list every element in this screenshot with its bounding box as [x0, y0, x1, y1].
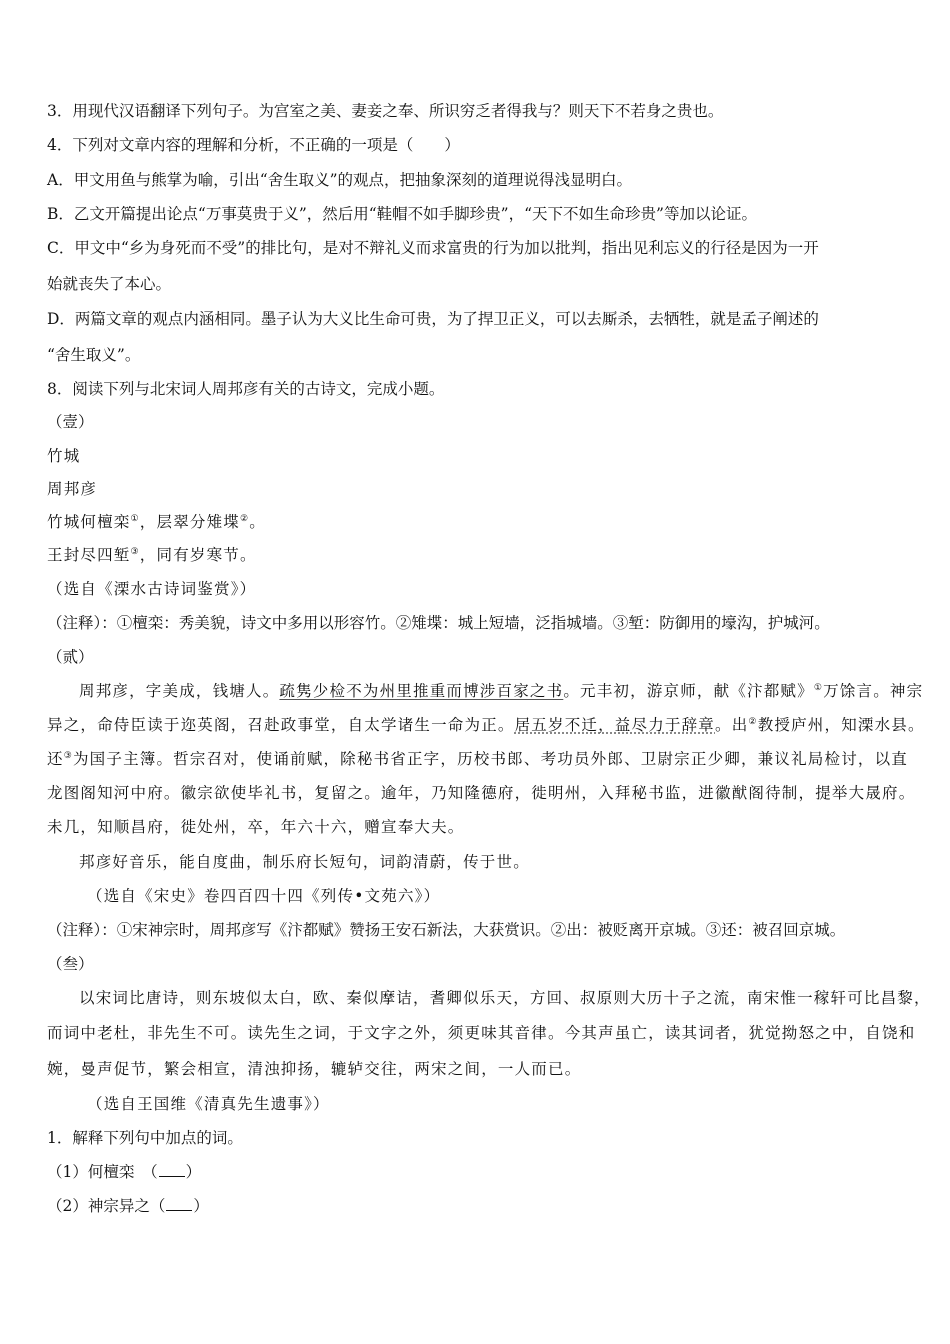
paren-close: ） — [193, 1197, 209, 1215]
option-c-line1: C．甲文中“乡为身死而不受”的排比句，是对不辩礼义而求富贵的行为加以批判，指出见利忘义的行径是因为一开 — [47, 239, 819, 257]
verse1-text-b: ，层翠分雉堞 — [139, 513, 240, 531]
verse1-text-a: 竹城何檀栾 — [47, 513, 131, 531]
critique-line-1: 以宋词比唐诗，则东坡似太白，欧、秦似摩诘，耆卿似乐天，方回、叔原则大历十子之流，南宋惟一稼轩可比昌黎， — [79, 989, 931, 1007]
bio-text: 还 — [47, 750, 64, 768]
poem-author: 周邦彦 — [47, 480, 98, 498]
footnote-marker-1: ① — [130, 514, 140, 524]
bio-text: 周邦彦，字美成，钱塘人。 — [79, 682, 280, 700]
critique-line-2: 而词中老杜，非先生不可。读先生之词，于文字之外，须更味其音律。今其声虽亡，读其词者，犹觉拗怒之中，自饶和 — [47, 1024, 916, 1042]
question-4: 4．下列对文章内容的理解和分析，不正确的一项是（ ） — [47, 136, 460, 154]
critique-line-3: 婉，曼声促节，繁会相宣，清浊抑扬，辘轳交往，两宋之间，一人而已。 — [47, 1060, 582, 1078]
bio-text: 教授庐州，知溧水县。 — [757, 716, 925, 734]
verse2-text-a: 王封尽四堑 — [47, 546, 131, 564]
footnote-marker-1: ① — [813, 683, 824, 693]
verse1-text-c: 。 — [249, 513, 266, 531]
sub-question-1: 1．解释下列句中加点的词。 — [47, 1129, 243, 1147]
poem-notes: （注释）：①檀栾：秀美貌，诗文中多用以形容竹。②雉堞：城上短墙，泛指城墙。③堑：防御用的壕沟，护城河。 — [47, 614, 830, 632]
footnote-marker-2: ② — [748, 717, 758, 727]
bio-source: （选自《宋史》卷四百四十四《列传•文苑六》） — [87, 887, 441, 905]
option-c-line2: 始就丧失了本心。 — [47, 275, 172, 293]
bio-line-5: 未几，知顺昌府，徙处州，卒，年六十六，赠宣奉大夫。 — [47, 818, 465, 836]
poem-title: 竹城 — [47, 447, 81, 465]
bio-text: 为国子主簿。哲宗召对，使诵前赋，除秘书省正字，历校书郎、考功员外郎、卫尉宗正少卿，兼议礼局检讨，以直 — [72, 750, 908, 768]
bio-line-3 — [47, 748, 908, 770]
sub-item-2 — [47, 1195, 209, 1217]
option-b: B．乙文开篇提出论点“万事莫贵于义”，然后用“鞋帽不如手脚珍贵”，“天下不如生命珍贵”等加以论证。 — [47, 205, 757, 223]
bio-line-2 — [47, 714, 925, 736]
question-8-intro: 8．阅读下列与北宋词人周邦彦有关的古诗文，完成小题。 — [47, 380, 445, 398]
underlined-sentence-2: 居五岁不迁，益尽力于辞章 — [514, 716, 716, 734]
part2-label: （贰） — [47, 648, 94, 666]
bio-line-4: 龙图阁知河中府。徽宗欲使毕礼书，复留之。逾年，乃知隆德府，徙明州，入拜秘书监，进徽猷阁待制，提举大晟府。 — [47, 784, 916, 802]
bio-text: 。出 — [715, 716, 749, 734]
sub-item-1-label: （1）何檀栾 （ — [47, 1163, 158, 1181]
option-d-line1: D．两篇文章的观点内涵相同。墨子认为大义比生命可贵，为了捍卫正义，可以去厮杀，去牺牲，就是孟子阐述的 — [47, 310, 819, 328]
answer-blank-2[interactable] — [166, 1196, 192, 1211]
option-a: A．甲文用鱼与熊掌为喻，引出“舍生取义”的观点，把抽象深刻的道理说得浅显明白。 — [47, 171, 633, 189]
sub-item-2-label: （2）神宗异之（ — [47, 1197, 166, 1215]
part3-label: （叁） — [47, 955, 94, 973]
answer-blank-1[interactable] — [159, 1162, 185, 1177]
footnote-marker-3: ③ — [130, 547, 140, 557]
sub-item-1 — [47, 1161, 201, 1183]
poem-verse-1 — [47, 511, 266, 533]
poem-source: （选自《溧水古诗词鉴赏》） — [47, 580, 257, 598]
option-d-line2: “舍生取义”。 — [47, 346, 141, 364]
paren-close: ） — [185, 1163, 202, 1181]
bio-text: 异之，命侍臣读于迩英阁，召赴政事堂，自太学诸生一命为正。 — [47, 716, 515, 734]
poem-verse-2 — [47, 544, 257, 566]
bio-notes: （注释）：①宋神宗时，周邦彦写《汴都赋》赞扬王安石新法，大获赏识。②出：被贬离开京城。③还：被召回京城。 — [47, 921, 846, 939]
underlined-sentence-1: 疏隽少检不为州里推重而博涉百家之书 — [279, 682, 564, 700]
critique-source: （选自王国维《清真先生遗事》） — [87, 1095, 330, 1113]
part1-label: （壹） — [47, 413, 94, 431]
bio-text: 。元丰初，游京师，献《汴都赋》 — [563, 682, 814, 700]
bio-text: 万馀言。神宗 — [823, 682, 924, 700]
bio-line-6: 邦彦好音乐，能自度曲，制乐府长短句，词韵清蔚，传于世。 — [79, 853, 530, 871]
question-3: 3．用现代汉语翻译下列句子。为宫室之美、妻妾之奉、所识穷乏者得我与？则天下不若身之贵也。 — [47, 102, 724, 120]
bio-line-1 — [79, 680, 923, 702]
verse2-text-b: ，同有岁寒节。 — [139, 546, 257, 564]
footnote-marker-2: ② — [240, 514, 250, 524]
footnote-marker-3: ③ — [63, 751, 73, 761]
